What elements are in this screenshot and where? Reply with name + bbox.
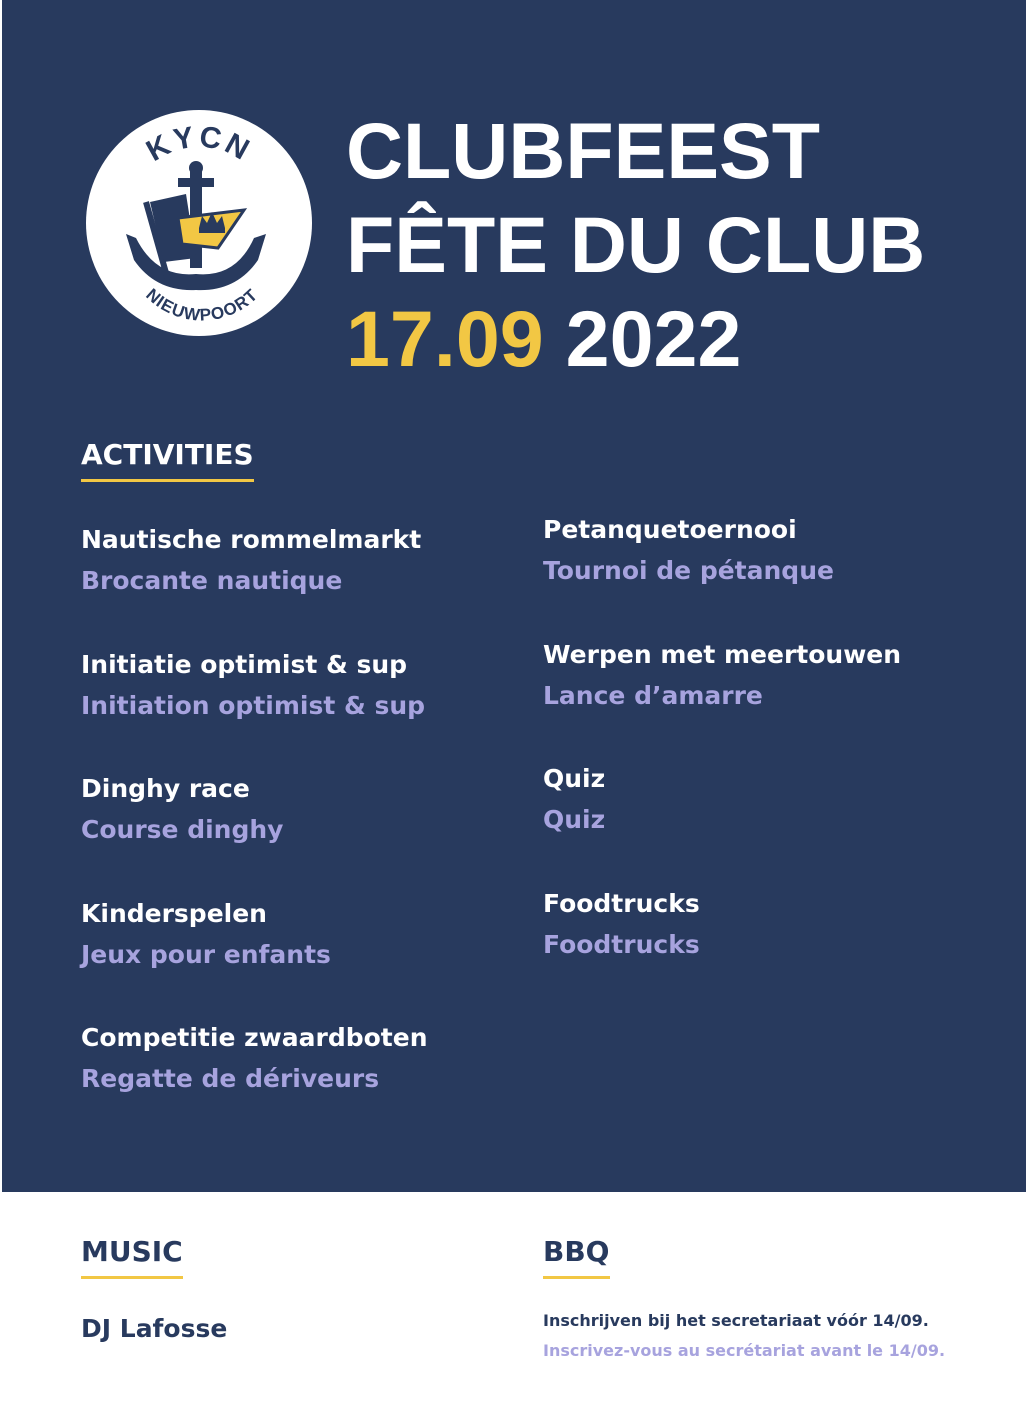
title-line-fr: FÊTE DU CLUB — [346, 200, 926, 289]
activity-name-fr: Brocante nautique — [81, 566, 343, 595]
activity-name-nl: Petanquetoernooi — [543, 515, 797, 544]
activity-item — [543, 886, 901, 1011]
event-date-day-month: 17.09 — [346, 294, 544, 383]
activity-name-fr: Course dinghy — [81, 815, 284, 844]
activity-item — [81, 1020, 428, 1145]
bbq-heading — [543, 1234, 610, 1279]
music-heading — [81, 1234, 183, 1279]
activity-name-nl: Nautische rommelmarkt — [81, 525, 422, 554]
activity-item — [81, 647, 428, 772]
anchor-with-flag-icon — [86, 110, 312, 336]
activity-name-nl: Dinghy race — [81, 774, 250, 803]
bbq-registration-fr: Inscrivez-vous au secrétariat avant le 14/09. — [543, 1341, 946, 1360]
activity-name-nl: Kinderspelen — [81, 898, 267, 928]
event-date-year: 2022 — [565, 294, 742, 383]
activity-name-nl: Competitie zwaardboten — [81, 1023, 428, 1052]
heading-underline — [81, 479, 254, 482]
activity-item — [81, 896, 428, 1021]
activity-name-fr: Foodtrucks — [543, 929, 700, 959]
activities-heading-text: ACTIVITIES — [81, 438, 254, 471]
event-date — [346, 292, 925, 386]
svg-text:KYCN — [141, 120, 257, 168]
logo-top-text: KYCN — [140, 120, 258, 168]
activity-item — [543, 761, 901, 886]
music-heading-text: MUSIC — [81, 1235, 183, 1268]
activities-heading — [81, 437, 254, 482]
bbq-registration-nl: Inschrijven bij het secretariaat vóór 14/09. — [543, 1311, 929, 1330]
activities-left-column — [81, 522, 428, 1145]
event-title — [346, 104, 925, 386]
activity-name-fr: Initiation optimist & sup — [81, 690, 426, 720]
activity-name-fr: Lance d’amarre — [543, 680, 763, 710]
activity-item — [543, 512, 901, 637]
music-dj-name: DJ Lafosse — [81, 1314, 228, 1343]
activity-item — [81, 771, 428, 896]
activity-name-nl: Werpen met meertouwen — [543, 639, 902, 669]
activities-right-column — [543, 512, 901, 1010]
club-logo — [86, 110, 312, 336]
activity-item — [81, 522, 428, 647]
title-line-nl: CLUBFEEST — [346, 106, 820, 195]
activity-item — [543, 637, 901, 762]
activity-name-nl: Initiatie optimist & sup — [81, 649, 408, 679]
logo-bottom-text: NIEUWPOORT — [142, 284, 262, 325]
activity-name-nl: Quiz — [543, 764, 606, 793]
heading-underline — [543, 1276, 610, 1279]
bbq-heading-text: BBQ — [543, 1235, 610, 1268]
svg-text:NIEUWPOORT — [142, 285, 261, 325]
activity-name-fr: Regatte de dériveurs — [81, 1064, 380, 1093]
activity-name-fr: Quiz — [543, 805, 606, 834]
heading-underline — [81, 1276, 183, 1279]
activity-name-fr: Jeux pour enfants — [81, 939, 331, 969]
activity-name-fr: Tournoi de pétanque — [543, 556, 834, 585]
activity-name-nl: Foodtrucks — [543, 888, 700, 918]
